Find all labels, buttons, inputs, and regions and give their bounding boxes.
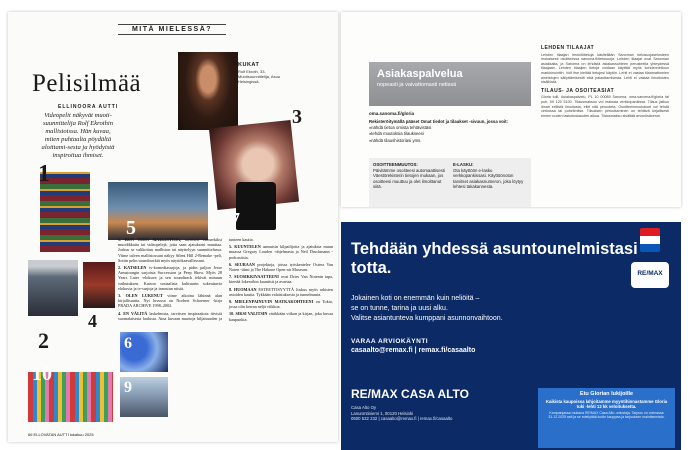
subscribers-heading: LEHDEN TILAAJAT: [541, 45, 595, 51]
ad-address: [351, 405, 452, 422]
offer-title: Etu Glorian lukijoille: [579, 391, 634, 397]
customer-service-url[interactable]: oma.sanoma.fi/gloria: [369, 111, 415, 116]
bullet-item: ■ nähdä tilaushistoriasi yms.: [369, 138, 531, 145]
page-folio: 66 ELLOVATAN AUTTI lokakuu 2025: [28, 432, 94, 437]
article-item: [229, 244, 333, 260]
ad-body-line: se on tunne, tarina ja uusi alku.: [351, 305, 448, 312]
banner-subtitle: nopeasti ja vaivattomasti netissä: [377, 82, 457, 88]
article-body: [118, 237, 333, 427]
game-cover-image: [28, 260, 78, 316]
number-2: 2: [38, 328, 49, 353]
legal-text-column: [541, 42, 669, 118]
article-title: Pelisilmää: [32, 70, 142, 97]
item-text: tarvitsen esimerkiksi muodikkaita tai videopelejä, jotta saan ajatukseni muuttaa. Joskus se valikoituu malliston tai näyttelyyn suunnittelussa. Viime talven mallistossani näkyy Silent Hill 2-Remake -peli, Soitin pelin soundtrackiä myös näyttökaavallessani.: [118, 237, 223, 263]
subscription-text: Gloria tulli, Asiakaspalvelu, PL 10 00089 Sanoma, oma.sanoma.fi/gloria tai puh. 09 120 5100. Tilausmaksun voi maksaa verkkopankissa. Tilaus jatkuu ilman erillistä ilmoitusta, ellei sitä peruuteta. Osoitteenmuutokset voi tehdä verkossa tai puhelimitse. Tilauksen peruuttaminen on tehtävä kirjallisesti ennen uuden laskutuskauden alkua. Tilausmaksu sisältää arvonlisäveron.: [541, 95, 669, 118]
item-text: viime aikoina lähinnä alan kirjallisuutta. Nyt luvussa on Norbert Schoerner -kirja PRADA ARCHIVE 1998–2002.: [118, 293, 223, 309]
item-text: aamuisin kilpailijoita ja ajatuksia muun muassa Gregory Louden -ohjelmasta ja Neil Druckmann -podcastista.: [229, 244, 333, 260]
article-item: [118, 293, 222, 309]
remax-logo: RE/MAX: [631, 262, 669, 288]
remax-advertisement: [341, 222, 681, 450]
number-9: 9: [124, 379, 132, 396]
number-7: 7: [230, 209, 240, 231]
number-5: 5: [126, 217, 136, 239]
item-heading: 5. KUUNTELEN: [229, 244, 261, 250]
reader-offer-box: [538, 388, 675, 448]
e-invoice-title: E-LASKU:: [453, 162, 474, 167]
article-item: [229, 299, 333, 309]
article-item: [229, 262, 333, 272]
item-text: projekteja, joissa työskentelee Ostrea Van Noten -tiimi ja The Hakone Open-air Museum.: [229, 261, 334, 273]
ad-brand: RE/MAX CASA ALTO: [351, 387, 470, 401]
article-item: [229, 274, 333, 284]
number-1: 1: [38, 161, 50, 187]
item-text: ESTEETTISYYTTÄ Joskus myös arkisten asioiden kautta. Tykkään valaistuksesta ja tunnelmasta.: [229, 286, 333, 297]
item-heading: 6. SEURAAN: [229, 261, 255, 267]
ad-cta-label: VARAA ARVIOKÄYNTI: [351, 338, 429, 345]
article-item: [118, 265, 222, 291]
black-top-image: [236, 182, 276, 230]
article-item: [229, 287, 333, 297]
e-invoice-text: Ota käyttöön e-lasku verkkopankissasi. Käyttöönoton tarvitset asiakasnumeron, joka löytyy lehtesi takakannesta.: [453, 167, 524, 190]
offer-subtitle: Kaikista kaupoissa lahjoitamme myyntihinnastamme Gloria tuki -lehti 12 kk veloituksetta.: [545, 399, 668, 409]
e-invoice-block: [453, 162, 527, 207]
section-header: MITÄ MIELESSÄ?: [118, 24, 226, 35]
remax-balloon-icon: [640, 228, 660, 252]
item-heading: 4. EN VÄLITÄ: [118, 310, 148, 316]
item-text: laskelmista, tarvitsen inspiraatiota tiivistä suomalaisesta laulusta. Aina kuvaan muotoja hiljaisuuden ja tunteen kautta.: [118, 237, 254, 321]
address-line: Lanunmtiniemi 1, 00120 Helsinki: [351, 410, 414, 416]
item-heading: 9. MIELENPAINUVIN MATKAKOHTEENI: [229, 299, 314, 305]
ad-headline: Tehdään yhdessä asuntounelmistasi totta.: [351, 240, 638, 277]
magazine-left-page: [8, 12, 338, 442]
item-text: on Tokio, jossa olin kerran neljä viikkoa.: [229, 299, 334, 310]
subscribers-text: Lehden tilaajan henkilötietoja käsitellään Sanoman tietosuojaselosteen mukaisesti osoitteessa sanoma.fi/tietosuoja. Lehden tilaajat ovat Sanoman asiakkaita, ja Sanoma on lehdistä asiakassuhteen perusteella yhteydessä tilaajaan. Lehden tilaajien tietoja voidaan käyttää myös kohdennettuun markkinointiin. Voit itse kieltää tietojesi käytön. Lehti ei vastaa tilaamattomien aineistojen säilyttämisestä eikä palauttamisesta. Lehti ei vastaa ilmoitusten sisällöstä.: [541, 52, 669, 85]
movie-poster-image: [83, 262, 115, 308]
item-heading: 2. KATSELEN: [118, 265, 147, 271]
item-heading: 3. OLEN LUKENUT: [118, 293, 163, 299]
ad-body-line: Jokainen koti on enemmän kuin neliöitä –: [351, 295, 480, 302]
register-text: Rekisteröitymällä pääset Omat tiedot ja tilaukset -sivuun, jossa voit:: [369, 119, 508, 124]
skyline-image: [108, 182, 208, 240]
number-4: 4: [88, 311, 97, 331]
article-item: [229, 311, 333, 321]
offer-body: Kampanjassa mukana RE/MAX Casa Alto -edustaja. Tarjous on voimassa 31.12.2025 asti ja se edellyttää kodin kauppaa ja tarjouksen mainitsemista.: [548, 411, 665, 420]
kukat-caption: Rolf Ekroth, 33, Muotisuunnittelija, Asuu Helsingissä.: [238, 69, 281, 84]
kukat-block: [238, 62, 288, 84]
ad-body: [351, 294, 503, 324]
info-grey-box: [369, 158, 531, 207]
item-text: värikkään viikon ja kirjan, joka kuvaa kaupunkia.: [229, 311, 333, 322]
item-heading: 1. KUN TEEN MALLISTOJA,: [118, 237, 182, 242]
bullet-item: ■ tehdä muutoksia tilaukseesi: [369, 131, 531, 138]
register-info: [369, 119, 531, 144]
address-line: Casa Alto Oy: [351, 405, 377, 410]
number-10: 10: [32, 363, 52, 385]
subscription-heading: TILAUS- JA OSOITEASIAT: [541, 87, 615, 94]
customer-service-page: [341, 12, 681, 207]
item-heading: 7. SUOSIKKIVAATTEENI: [229, 274, 279, 280]
number-3: 3: [292, 106, 302, 128]
kukat-title: KUKAT: [238, 62, 260, 68]
address-change-block: [373, 162, 447, 207]
address-line: 0500 532 232 | casaalto@remax.fi | remax.fi/casaalto: [351, 416, 453, 422]
ad-body-line: Valitse asiantunteva kumppani asunnonvaihtoon.: [351, 315, 503, 322]
item-heading: 10. SIKSI VALITSIN: [229, 311, 268, 317]
article-item: [118, 237, 222, 263]
item-text: tv-komediasarjoja, ja pidin paljon Jesse Armstrongin sarjoista Succession ja Peep Show. Myös 28 Years Later -elokuva ja sen soundtrack tekivät minuun vaikutuksen. Katson sosiaalisia kulttuurin sokeuttavia elokuvia ja tv-sarjoja ja innostun niistä.: [118, 265, 223, 291]
address-change-text: Päivitämme osoitteesi automaattisesti Väestörekisterin tietojen mukaan, jos osoitteesi muuttuu ja olet ilmoittanut siitä.: [373, 167, 445, 190]
item-heading: 8. HUOMAAN: [229, 286, 257, 292]
ad-contact[interactable]: casaalto@remax.fi | remax.fi/casaalto: [351, 347, 476, 354]
number-6: 6: [124, 335, 132, 352]
item-text: ovat Dries Van Notenin tapa, kiertää lokeroihin kauniisti ja avartaa.: [229, 274, 334, 285]
address-change-title: OSOITTEENMUUTOS:: [373, 162, 418, 167]
customer-service-banner: [369, 62, 531, 106]
banner-title: Asiakaspalvelua: [377, 68, 463, 80]
article-byline: ELLINOORA AUTTI: [58, 104, 119, 110]
bullet-item: ■ nähdä tietoa omista tehtävistäsi: [369, 125, 531, 132]
portrait-photo: [178, 52, 238, 130]
article-lead: Videopelit näkyvät muoti-suunnittelija Rolf Ekrothin mallistoissa. Hän kuvaa, miten puhtaalta pöydältä aloittami-sesta ja hyödyistä inspiroitua ihmiset.: [41, 112, 115, 159]
